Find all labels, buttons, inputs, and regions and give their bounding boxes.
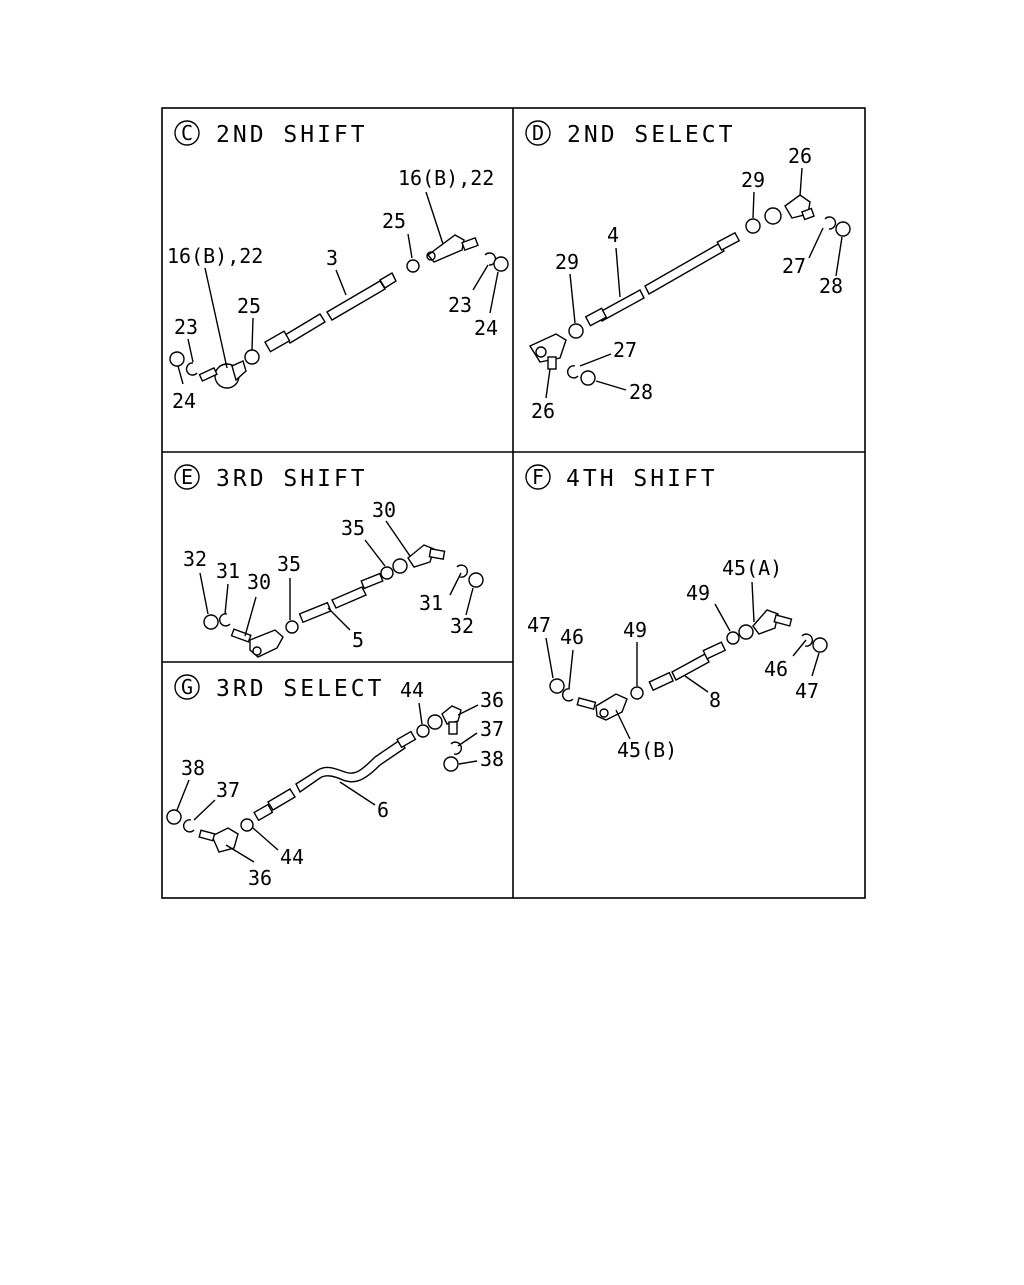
callout-label: 44 [280, 845, 305, 869]
panel-title: 2ND SELECT [567, 122, 736, 148]
callout-label: 26 [531, 399, 556, 423]
part-drawing [530, 195, 850, 385]
panel-2nd-shift [167, 121, 508, 413]
callout-label: 25 [382, 209, 407, 233]
callout-label: 30 [372, 498, 397, 522]
panel-4th-shift [526, 465, 827, 762]
panel-2nd-select [526, 121, 850, 423]
panel-title: 4TH SHIFT [566, 466, 718, 492]
callout-label: 6 [377, 798, 390, 822]
callout-label: 3 [326, 246, 339, 270]
callout-label: 45(A) [722, 556, 783, 580]
callout-label: 25 [237, 294, 262, 318]
callout-label: 46 [764, 657, 789, 681]
callout-label: 26 [788, 144, 813, 168]
callout-label: 27 [613, 338, 638, 362]
callout-label: 37 [216, 778, 241, 802]
callout-label: 27 [782, 254, 807, 278]
callout-label: 5 [352, 628, 365, 652]
callout-label: 29 [741, 168, 766, 192]
callout-label: 23 [174, 315, 199, 339]
panel-letter: E [180, 465, 194, 489]
callout-label: 44 [400, 678, 425, 702]
callout-label: 23 [448, 293, 473, 317]
panel-letter: D [531, 121, 545, 145]
part-drawing [167, 706, 461, 852]
callout-label: 32 [450, 614, 475, 638]
callout-label: 28 [819, 274, 844, 298]
callout-label: 36 [480, 688, 505, 712]
callout-labels [531, 144, 843, 423]
callout-label: 30 [247, 570, 272, 594]
callout-label: 37 [480, 717, 505, 741]
callout-label: 47 [795, 679, 820, 703]
callout-label: 49 [623, 618, 648, 642]
callout-label: 35 [277, 552, 302, 576]
callout-label: 35 [341, 516, 366, 540]
callout-label: 8 [709, 688, 722, 712]
callout-label: 38 [480, 747, 505, 771]
callout-label: 46 [560, 625, 585, 649]
callout-label: 24 [474, 316, 499, 340]
panel-letter: F [531, 465, 545, 489]
callout-label: 28 [629, 380, 654, 404]
callout-label: 49 [686, 581, 711, 605]
leader-lines [200, 521, 473, 636]
callout-label: 16(B),22 [167, 244, 264, 268]
panel-title: 3RD SELECT [216, 676, 385, 702]
panel-3rd-select [167, 675, 504, 890]
callout-label: 31 [216, 559, 241, 583]
callout-label: 47 [527, 613, 552, 637]
callout-label: 24 [172, 389, 197, 413]
panel-3rd-shift [175, 465, 483, 657]
callout-label: 32 [183, 547, 208, 571]
callout-label: 36 [248, 866, 273, 890]
panel-title: 3RD SHIFT [216, 466, 368, 492]
panel-letter: G [180, 675, 194, 699]
callout-label: 31 [419, 591, 444, 615]
callout-label: 4 [607, 223, 620, 247]
panel-letter: C [180, 121, 194, 145]
panel-title: 2ND SHIFT [216, 122, 368, 148]
callout-label: 38 [181, 756, 206, 780]
callout-label: 45(B) [617, 738, 678, 762]
leader-lines [178, 192, 498, 384]
callout-labels [183, 498, 474, 652]
callout-label: 16(B),22 [398, 166, 495, 190]
callout-labels [527, 556, 819, 762]
callout-label: 29 [555, 250, 580, 274]
